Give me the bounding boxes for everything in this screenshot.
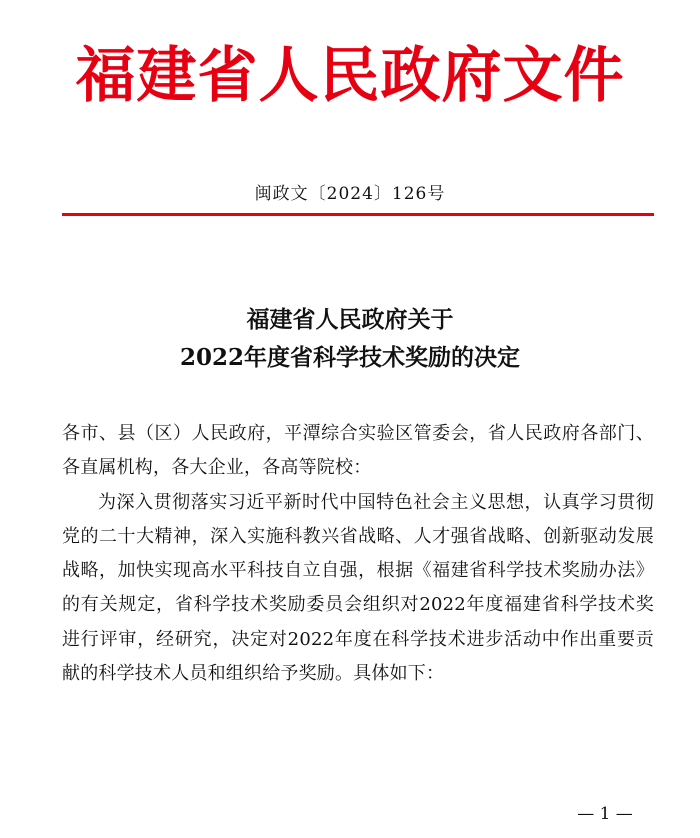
document-number: 闽政文〔2024〕126号 <box>254 184 446 204</box>
document-title-line-2: 2022年度省科学技术奖励的决定 <box>179 344 520 371</box>
body-paragraph: 为深入贯彻落实习近平新时代中国特色社会主义思想，认真学习贯彻党的二十大精神，深入实施科教兴省战略、人才强省战略、创新驱动发展战略，加快实现高水平科技自立自强，根据《福建省科学技术奖励办法》的有关规定，省科学技术奖励委员会组织对2022年度福建省科学技术奖进行评审，经研究，决定对2022年度在科学技术进步活动中作出重要贡献的科学技术人员和组织给予奖励。具体如下： <box>62 491 654 685</box>
red-divider-line <box>62 213 654 216</box>
document-title-line-1: 福建省人民政府关于 <box>246 306 454 333</box>
addressee-paragraph: 各市、县（区）人民政府，平潭综合实验区管委会，省人民政府各部门、各直属机构，各大企业，各高等院校： <box>62 423 654 479</box>
page-number: — 1 — <box>577 804 633 824</box>
masthead-title: 福建省人民政府文件 <box>75 41 625 111</box>
document-body <box>62 417 654 691</box>
